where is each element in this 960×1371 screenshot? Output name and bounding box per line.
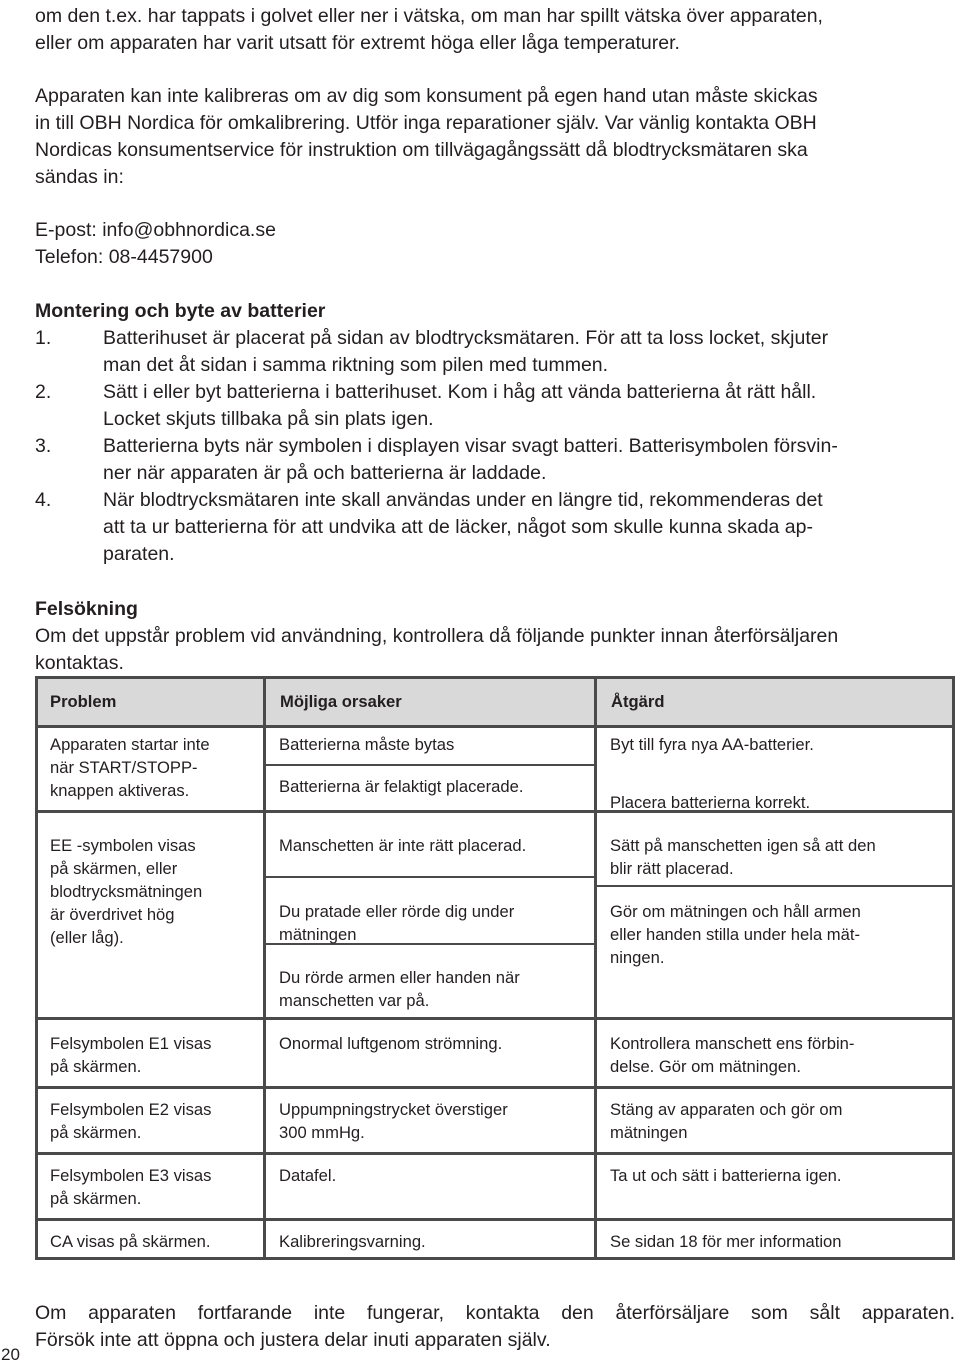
cell-line: Du pratade eller rörde dig under [279,902,515,921]
list-item-number: 1. [35,327,52,349]
cell-line: Felsymbolen E3 visas [50,1166,212,1185]
row-divider [38,1086,952,1089]
cell-line: mätningen [279,925,357,944]
table-cell-cause [279,1098,508,1144]
row-divider [38,1152,952,1155]
cell-line: på skärmen, eller [50,859,178,878]
table-cell-problem [50,1032,211,1078]
contact-info [35,217,955,271]
list-item-line: ner när apparaten är på och batterierna är laddade. [103,462,547,484]
cell-line: blodtrycksmätningen [50,882,203,901]
cell-line: ningen. [610,948,665,967]
cell-line: EE -symbolen visas [50,836,196,855]
table-cell-action [610,900,861,969]
contact-phone: Telefon: 08-4457900 [35,246,213,268]
row-divider [266,876,594,878]
list-item-line: Locket skjuts tillbaka på sin plats igen. [103,408,434,430]
cell-line: mätningen [610,1123,688,1142]
list-item-number: 3. [35,435,52,457]
batteries-heading: Montering och byte av batterier [35,300,326,322]
list-item [35,487,955,568]
table-header-problem: Problem [50,692,117,711]
table-cell-problem [50,1098,211,1144]
table-cell-action [610,834,876,880]
cell-line: manschetten var på. [279,991,430,1010]
cell-line: Batterierna måste bytas [279,735,455,754]
table-cell-action [610,1164,842,1187]
list-item-line: Sätt i eller byt batterierna i batterihuset. Kom i håg att vända batterierna åt rätt håll. [103,381,817,403]
table-cell-problem [50,1164,211,1210]
cell-line: Stäng av apparaten och gör om [610,1100,843,1119]
cell-line: knappen aktiveras. [50,781,190,800]
table-cell-action [610,1230,842,1253]
cell-line: CA visas på skärmen. [50,1232,211,1251]
list-item-line: paraten. [103,543,175,565]
calibration-line: Apparaten kan inte kalibreras om av dig som konsument på egen hand utan måste skickas [35,85,818,107]
row-divider [266,764,594,766]
intro-line: om den t.ex. har tappats i golvet eller ner i vätska, om man har spillt vätska över apparaten, [35,5,823,27]
cell-line: Datafel. [279,1166,337,1185]
footer-line: Försök inte att öppna och justera delar inuti apparaten själv. [35,1329,551,1351]
table-cell-cause [279,900,514,946]
table-cell-action [610,791,810,814]
list-item-number: 2. [35,381,52,403]
cell-line: är överdrivet hög [50,905,175,924]
calibration-line: sändas in: [35,166,124,188]
cell-line: på skärmen. [50,1189,142,1208]
cell-line: Manschetten är inte rätt placerad. [279,836,527,855]
cell-line: Uppumpningstrycket överstiger [279,1100,508,1119]
list-item-line: Batterihuset är placerat på sidan av blodtrycksmätaren. För att ta loss locket, skjuter [103,327,829,349]
column-divider [594,679,597,1257]
troubleshooting-intro-line: Om det uppstår problem vid användning, kontrollera då följande punkter innan återförsäljaren [35,625,839,647]
table-cell-cause [279,834,526,857]
table-header-action: Åtgärd [611,692,665,711]
list-item [35,433,955,487]
table-cell-problem [50,834,255,949]
calibration-line: in till OBH Nordica för omkalibrering. Utför inga reparationer själv. Var vänlig kontakta OBH [35,112,817,134]
cell-line: Kontrollera manschett ens förbin- [610,1034,855,1053]
row-divider [597,885,952,887]
cell-line: Se sidan 18 för mer information [610,1232,842,1251]
table-cell-cause [279,775,523,798]
table-cell-cause [279,1032,502,1055]
table-cell-cause [279,966,520,1012]
table-cell-action [610,1032,854,1078]
troubleshooting-table [35,676,955,1260]
list-item [35,379,955,433]
calibration-paragraph [35,83,955,191]
page-number: 20 [1,1345,20,1364]
intro-line: eller om apparaten har varit utsatt för extremt höga eller låga temperaturer. [35,32,680,54]
troubleshooting-intro [35,623,955,677]
table-cell-problem [50,1230,210,1253]
list-item-line: man det åt sidan i samma riktning som pilen med tummen. [103,354,609,376]
list-item-line: att ta ur batterierna för att undvika att de läcker, något som skulle kunna skada ap- [103,516,813,538]
table-header-causes: Möjliga orsaker [280,692,402,711]
cell-line: eller handen stilla under hela mät- [610,925,860,944]
cell-line: Apparaten startar inte [50,735,210,754]
cell-line: (eller låg). [50,928,124,947]
list-item [35,325,955,379]
table-cell-problem [50,733,255,802]
row-divider [38,1218,952,1221]
table-cell-cause [279,1164,336,1187]
troubleshooting-heading: Felsökning [35,598,138,620]
cell-line: Du rörde armen eller handen när [279,968,520,987]
row-divider [38,810,952,813]
cell-line: när START/STOPP- [50,758,198,777]
intro-paragraph [35,3,955,57]
cell-line: 300 mmHg. [279,1123,365,1142]
footer-line: Om apparaten fortfarande inte fungerar, kontakta den återförsäljare som sålt apparaten. [35,1302,955,1324]
list-item-line: Batterierna byts när symbolen i displayen visar svagt batteri. Batterisymbolen försvin- [103,435,838,457]
batteries-list [35,325,955,568]
table-cell-cause [279,1230,426,1253]
table-cell-action [610,733,814,756]
list-item-line: När blodtrycksmätaren inte skall användas under en längre tid, rekommenderas det [103,489,823,511]
footer-paragraph [35,1300,955,1354]
table-cell-action [610,1098,842,1144]
table-cell-cause [279,733,454,756]
calibration-line: Nordicas konsumentservice för instruktion om tillvägagångssätt då blodtrycksmätaren ska [35,139,808,161]
contact-email: E-post: info@obhnordica.se [35,219,276,241]
cell-line: Byt till fyra nya AA-batterier. [610,735,814,754]
table-header-row [38,679,952,728]
cell-line: Ta ut och sätt i batterierna igen. [610,1166,842,1185]
cell-line: Placera batterierna korrekt. [610,793,811,812]
row-divider [38,1017,952,1020]
cell-line: Gör om mätningen och håll armen [610,902,861,921]
cell-line: delse. Gör om mätningen. [610,1057,801,1076]
cell-line: Sätt på manschetten igen så att den [610,836,876,855]
list-item-number: 4. [35,489,52,511]
cell-line: Onormal luftgenom strömning. [279,1034,503,1053]
cell-line: blir rätt placerad. [610,859,734,878]
cell-line: på skärmen. [50,1057,142,1076]
cell-line: på skärmen. [50,1123,142,1142]
cell-line: Felsymbolen E1 visas [50,1034,212,1053]
cell-line: Batterierna är felaktigt placerade. [279,777,524,796]
cell-line: Felsymbolen E2 visas [50,1100,212,1119]
cell-line: Kalibreringsvarning. [279,1232,426,1251]
troubleshooting-intro-line: kontaktas. [35,652,124,674]
